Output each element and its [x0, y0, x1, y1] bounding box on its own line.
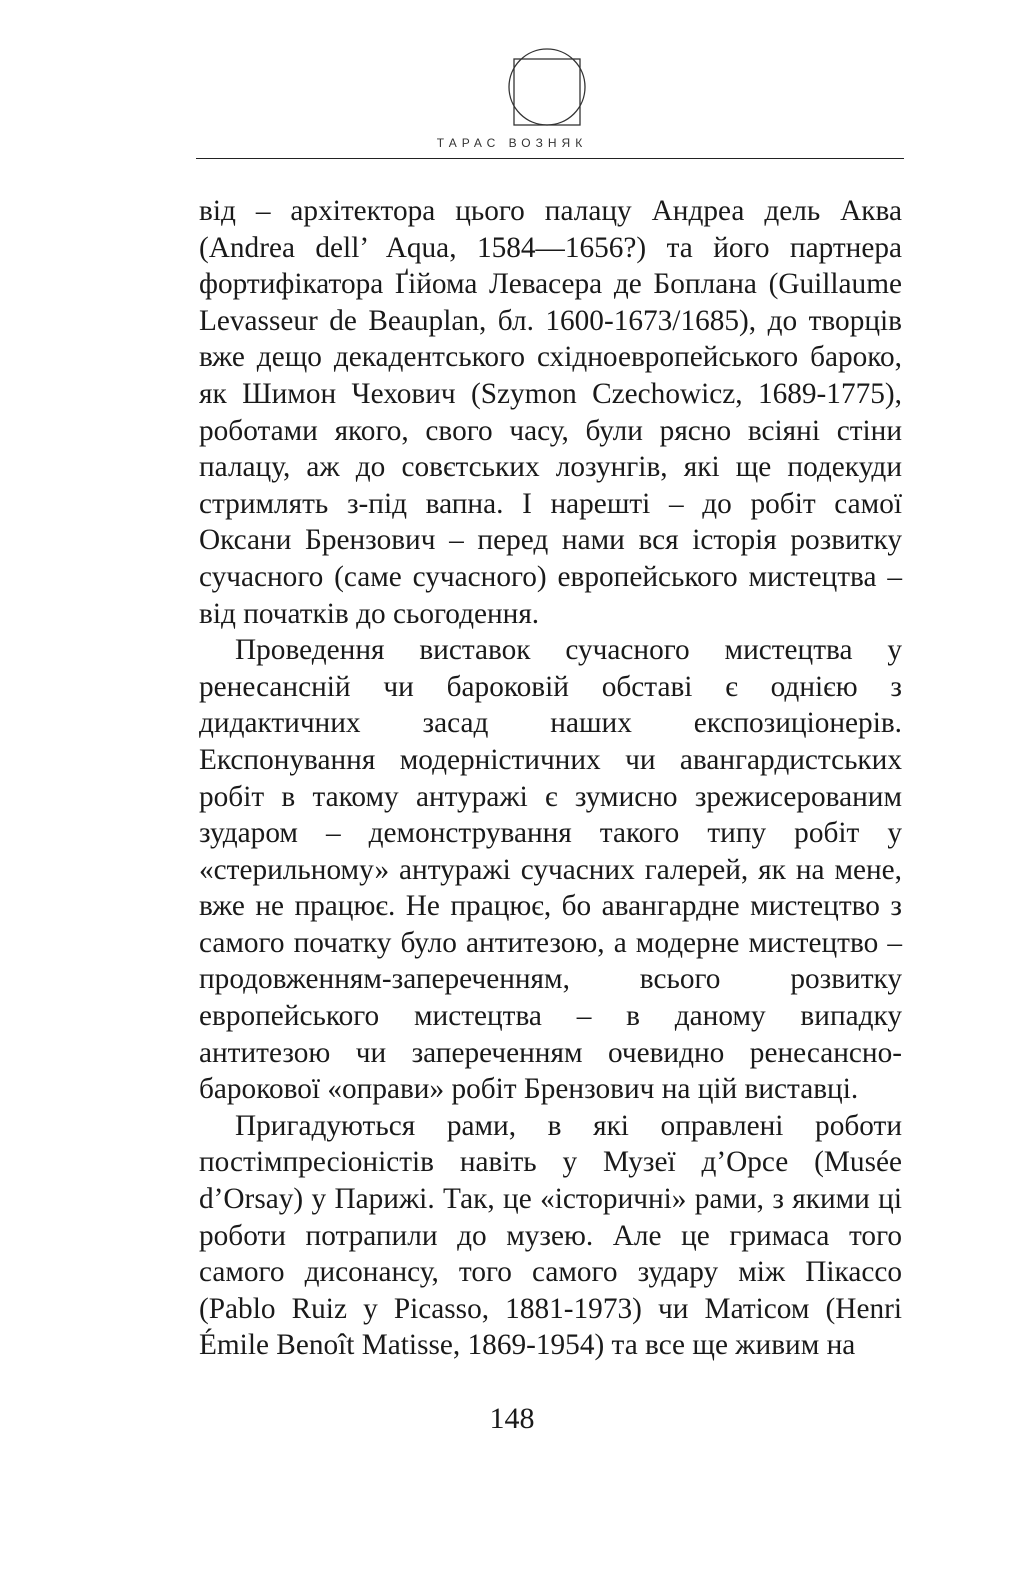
paragraph: Пригадуються рами, в які оправлені роботи постімпресіоністів навіть у Музеї д’Орсе (Musée d’Orsay) у Парижі. Так, це «історичні» рами, з якими ці роботи потрапили до музею. Але це гримаса того самого дисонансу, того самого зудару між Пікассо (Pablo Ruiz y Picasso, 1881-1973) чи Матісом (Henri Émile Benoît Matisse, 1869-1954) та все ще живим на	[199, 1109, 902, 1362]
body-text	[199, 193, 902, 1364]
page-number: 148	[489, 1402, 535, 1435]
circle-square-emblem-icon	[507, 47, 587, 127]
paragraph: від – архітектора цього палацу Андреа дель Аква (Andrea dell’ Aqua, 1584—1656?) та його партнера фортифікатора Ґійома Левасера де Боплана (Guillaume Levasseur de Beauplan, бл. 1600-1673/1685), до творців вже дещо декадентського східноевропейського бароко, як Шимон Чехович (Szymon Czechowicz, 1689-1775), роботами якого, свого часу, були рясно всіяні стіни палацу, аж до совєтських лозунгів, які ще подекуди стримлять з-під вапна. І нарешті – до робіт самої Оксани Брензович – перед нами вся історія розвитку сучасного (саме сучасного) европейського мистецтва – від початків до сьогодення.	[199, 195, 902, 630]
running-head-author: ТАРАС ВОЗНЯК	[436, 136, 588, 150]
header-divider	[196, 158, 904, 159]
paragraph: Проведення виставок сучасного мистецтва у ренесансній чи бароковій обставі є однією з дидактичних засад наших експозиціонерів. Експонування модерністичних чи авангардистських робіт в такому антуражі є зумисно зрежисерованим зударом – демонстрування такого типу робіт у «стерильному» антуражі сучасних галерей, як на мене, вже не працює. Не працює, бо авангардне мистецтво з самого початку було антитезою, а модерне мистецтво – продовженням-запереченням, всього розвитку европейського мистецтва – в даному випадку антитезою чи запереченням очевидно ренесансно-барокової «оправи» робіт Брензович на цій виставці.	[199, 634, 902, 1106]
